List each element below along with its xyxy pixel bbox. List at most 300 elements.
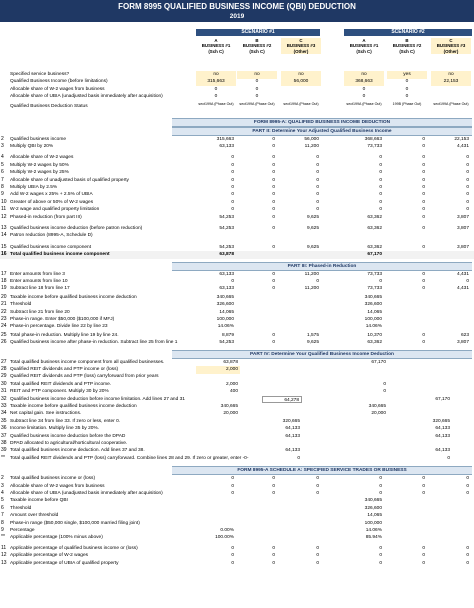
value-cell[interactable]: 0 [422,214,425,220]
value-cell[interactable] [431,93,471,101]
value-cell[interactable] [237,232,277,240]
value-cell[interactable]: 63,362 [367,340,382,346]
value-cell[interactable] [281,534,321,542]
value-cell[interactable]: 63,133 [219,271,234,277]
value-cell[interactable]: 0 [422,144,425,149]
value-cell[interactable]: sect199A (Phase Out) [346,101,382,106]
value-cell[interactable]: 0 [231,177,234,183]
value-cell[interactable]: 14,065 [367,309,382,315]
value-cell[interactable]: 14,065 [219,309,234,315]
value-cell[interactable]: 368,663 [344,78,384,86]
column-header-4 [344,38,384,54]
value-cell[interactable]: 100,000 [364,317,382,322]
value-cell[interactable]: 0 [422,271,425,277]
value-cell[interactable]: 0 [379,192,382,198]
value-cell[interactable]: 4,431 [456,286,469,292]
value-cell[interactable]: 0 [316,155,319,161]
line-number: 30 [1,380,7,387]
row-label: Allocable share of UBIA (unadjusted basis immediately after acquisition) [10,491,163,496]
value-cell[interactable]: 0 [231,553,234,559]
column-letter: B [405,38,409,43]
value-cell[interactable]: 0 [466,177,469,183]
row-label: Phase-in percentage. Divide line 22 by line 23 [10,324,108,330]
value-cell[interactable]: 0 [466,279,469,284]
value-cell[interactable]: 0 [231,476,234,482]
value-cell[interactable]: 0 [214,94,218,100]
value-cell[interactable]: 0 [272,491,275,496]
value-cell[interactable]: 73,733 [367,271,382,277]
value-cell[interactable]: 14.06% [217,324,234,330]
value-cell[interactable]: 0 [316,162,319,168]
value-cell[interactable]: 0 [272,185,275,190]
value-cell[interactable]: 0 [422,491,425,496]
value-cell[interactable]: 0 [316,279,319,284]
value-cell[interactable]: 54,253 [219,226,234,231]
value-cell[interactable] [281,232,321,240]
value-cell[interactable] [431,534,471,542]
value-cell[interactable]: 64,133 [285,448,300,454]
value-cell[interactable]: 0 [422,545,425,551]
value-cell[interactable]: 326,600 [216,302,234,308]
value-cell[interactable]: 0 [272,271,275,277]
value-cell[interactable]: 9,625 [306,244,319,250]
value-cell[interactable] [431,232,471,240]
value-cell[interactable]: 0 [379,545,382,551]
value-cell[interactable]: 0 [379,207,382,213]
value-cell[interactable]: 0 [316,177,319,183]
value-cell[interactable]: 64,133 [435,426,450,432]
value-cell[interactable]: 63,133 [219,144,234,149]
value-cell[interactable]: 0 [255,79,259,85]
line-number: 9 [1,191,4,198]
value-cell[interactable] [431,251,471,259]
value-cell[interactable]: 0 [379,560,382,566]
value-cell[interactable]: 0 [272,560,275,566]
row-label: Patron reduction (8995-A, Schedule D) [10,233,93,239]
row-label: Qualified REIT dividends and PTP (loss) carryforward from prior years [10,374,159,380]
value-cell[interactable]: 0 [231,199,234,205]
value-cell[interactable]: 0 [379,162,382,168]
value-cell[interactable]: 0 [422,476,425,482]
value-cell[interactable]: 14.06% [365,528,382,533]
value-cell[interactable]: 0 [231,560,234,566]
value-cell[interactable]: 0 [231,545,234,551]
value-cell[interactable]: 63,878 [219,252,234,258]
value-cell[interactable] [344,455,388,463]
row-label: Total qualified business income or (loss) [10,476,96,482]
value-cell[interactable]: 3,807 [456,214,469,220]
value-cell[interactable]: 0 [231,155,234,161]
value-cell[interactable]: 0 [316,170,319,176]
value-cell[interactable]: 0 [316,185,319,190]
value-cell[interactable]: 0 [231,279,234,284]
value-cell[interactable]: sect199A (Phase Out) [198,101,234,106]
value-cell[interactable]: 0 [422,199,425,205]
value-cell[interactable]: 100,000 [364,520,382,526]
value-cell[interactable]: 0 [231,491,234,496]
value-cell[interactable]: 0 [272,192,275,198]
value-cell[interactable]: 0 [466,483,469,489]
value-cell[interactable]: 199B (Phase Out) [392,101,422,106]
value-cell[interactable]: 0 [272,332,275,338]
value-cell[interactable]: 0 [231,162,234,168]
line-number: 39 [1,447,7,454]
value-cell[interactable]: 2,000 [225,381,238,387]
line-number: 21 [1,301,7,308]
column-letter: C [449,38,453,43]
value-cell[interactable] [387,251,427,259]
value-cell[interactable]: 0 [379,199,382,205]
value-cell[interactable]: 0 [422,286,425,292]
column-header-1 [196,38,236,54]
value-cell[interactable] [431,323,471,331]
row-label: Allocable share of UBIA (unadjusted basis immediately after acquisition) [10,94,163,100]
value-cell[interactable]: 0 [422,340,425,346]
column-sub: (Sch C) [249,48,265,54]
value-cell[interactable]: 0 [422,207,425,213]
value-cell[interactable]: 0 [362,94,366,100]
value-cell[interactable]: 8,879 [221,332,234,338]
line-number: 15 [1,243,7,250]
value-cell[interactable]: 0 [422,279,425,284]
value-cell[interactable]: 0 [272,136,275,142]
value-cell[interactable]: 0 [466,560,469,566]
value-cell[interactable]: 9,625 [306,226,319,231]
form-8995a-header: FORM 8995-A: QUALIFIED BUSINESS INCOME DEDUCTION [172,118,472,127]
value-cell[interactable]: 320,665 [282,418,300,424]
value-cell[interactable]: 340,665 [364,294,382,300]
value-cell[interactable]: 0 [362,86,366,92]
value-cell[interactable]: 0 [379,279,382,284]
value-cell[interactable]: 56,000 [281,78,321,86]
value-cell[interactable]: 73,733 [367,286,382,292]
value-cell[interactable]: 11,200 [304,286,319,292]
value-cell[interactable]: 0 [466,155,469,161]
value-cell[interactable]: 0 [231,207,234,213]
row-label: Qualified business income deduction before income limitation. Add lines 27 and 31 [10,396,185,402]
value-cell[interactable]: 63,878 [223,359,238,365]
value-cell[interactable]: 0 [466,162,469,168]
value-cell[interactable]: 64,133 [435,433,450,439]
line-number: 11 [1,206,7,213]
value-cell[interactable]: 0 [379,155,382,161]
value-cell[interactable]: no [196,71,236,79]
row-label: Specified service business? [10,72,70,77]
value-cell[interactable]: 0 [316,192,319,198]
value-cell[interactable]: no [431,71,471,79]
part2-row [0,232,474,240]
title-banner [0,0,474,22]
value-cell[interactable]: 0 [422,332,425,338]
value-cell[interactable]: 0 [466,207,469,213]
value-cell[interactable]: 0 [316,545,319,551]
value-cell[interactable] [237,251,277,259]
value-cell[interactable]: 340,665 [368,404,386,409]
value-cell[interactable]: 0 [466,192,469,198]
value-cell[interactable]: 0 [422,170,425,176]
value-cell[interactable]: 22,153 [431,78,471,86]
value-cell[interactable]: 67,170 [435,396,450,402]
row-label: Qualified REIT dividends and PTP income or (loss) [10,367,119,372]
value-cell[interactable]: sect199A (Phase Out) [433,101,469,106]
value-cell[interactable]: 0 [447,455,450,461]
value-cell[interactable]: 0 [272,214,275,220]
row-label: Qualified business income deduction before the DPAD [10,433,126,439]
value-cell[interactable]: 368,663 [364,136,382,142]
value-cell[interactable]: 326,600 [364,302,382,308]
value-cell[interactable]: 0 [422,185,425,190]
value-cell[interactable]: 14,065 [367,513,382,519]
line-number: 26 [1,339,7,346]
value-cell[interactable]: 0 [466,185,469,190]
value-cell[interactable]: 0 [405,86,409,92]
row-label: Applicable percentage of qualified business income or (loss) [10,545,138,551]
value-cell[interactable]: 0 [466,491,469,496]
value-cell[interactable]: 54,253 [219,214,234,220]
value-cell[interactable]: 0 [422,226,425,231]
value-cell[interactable]: 0 [272,177,275,183]
value-cell[interactable]: 0 [272,144,275,149]
value-cell[interactable]: 0 [297,455,300,461]
column-name: BUSINESS #2 [242,43,272,49]
value-cell[interactable]: yes [387,71,427,79]
value-cell[interactable]: 3,807 [456,226,469,231]
value-cell[interactable]: 0 [422,483,425,489]
value-cell[interactable]: 0 [255,94,259,100]
value-cell[interactable]: 0 [272,553,275,559]
line-number: 25 [1,331,7,338]
line-number: 11 [1,544,7,551]
row-label: Allocable share of W-2 wages from business [10,86,105,92]
value-cell[interactable]: 0 [272,155,275,161]
column-name: BUSINESS #2 [392,43,422,49]
value-cell[interactable]: 0 [231,185,234,190]
line-number: 19 [1,285,7,292]
value-cell[interactable]: 63,362 [367,214,382,220]
value-cell[interactable] [237,323,277,331]
value-cell[interactable]: 326,600 [364,505,382,511]
value-cell[interactable] [387,232,427,240]
value-cell[interactable]: 0 [422,553,425,559]
value-cell[interactable]: 0 [422,244,425,250]
value-cell[interactable]: 67,170 [371,359,386,365]
value-cell[interactable]: 0 [272,476,275,482]
value-cell[interactable]: 623 [460,332,469,338]
value-cell[interactable]: 0 [316,491,319,496]
value-cell[interactable]: 0 [422,560,425,566]
column-header-6 [431,38,471,54]
value-cell[interactable]: 0 [379,177,382,183]
value-cell[interactable]: 63,133 [219,286,234,292]
value-cell[interactable]: 0 [316,207,319,213]
line-number: 5 [1,497,4,504]
value-cell[interactable]: 0 [231,170,234,176]
value-cell[interactable]: 0 [255,86,259,92]
form-year: 2019 [229,13,245,20]
value-cell[interactable]: 0 [383,389,386,395]
value-cell[interactable] [387,534,427,542]
value-cell[interactable]: 85.94% [365,535,382,541]
value-cell[interactable]: 0 [231,483,234,489]
value-cell[interactable]: 0 [272,170,275,176]
value-cell[interactable]: 3,807 [456,340,469,346]
value-cell[interactable]: 63,362 [367,226,382,231]
value-cell[interactable]: 340,665 [216,294,234,300]
value-cell[interactable]: 400 [229,389,238,395]
row-label: Allocable share of W-2 wages from business [10,483,105,489]
value-cell[interactable]: 0 [405,94,409,100]
value-cell[interactable] [281,93,321,101]
value-cell[interactable]: 73,733 [367,144,382,149]
value-cell[interactable]: 315,663 [216,136,234,142]
row-label: Enter amounts from line 3 [10,271,65,277]
line-number: 18 [1,278,7,284]
value-cell[interactable]: 56,000 [304,136,319,142]
value-cell[interactable]: 0.00% [220,528,234,533]
part3-row [0,285,474,293]
row-label: Qualified Business Income (before limitations) [10,79,108,85]
value-cell[interactable]: 0 [316,553,319,559]
value-cell[interactable]: 0 [466,170,469,176]
line-number: ** [1,454,5,461]
value-cell[interactable]: 3,807 [456,244,469,250]
line-number: 16 [1,251,7,258]
value-cell[interactable]: 100,000 [216,317,234,322]
value-cell[interactable]: no [344,71,384,79]
value-cell[interactable]: 14.06% [365,324,382,330]
value-cell[interactable]: 10,370 [367,332,382,338]
value-cell[interactable]: sect199A (Phase Out) [283,101,319,106]
value-cell[interactable]: no [281,71,321,79]
value-cell[interactable]: 0 [422,155,425,161]
value-cell[interactable]: 0 [272,279,275,284]
line-number: 20 [1,293,7,300]
row-label: Applicable percentage of UBIA of qualified property [10,560,119,566]
value-cell[interactable]: 0 [422,136,425,142]
line-number: 38 [1,440,7,446]
value-cell[interactable]: 0 [272,340,275,346]
value-cell[interactable]: 63,362 [367,244,382,250]
value-cell[interactable]: 11,200 [304,271,319,277]
value-cell[interactable]: 0 [379,553,382,559]
value-cell[interactable]: 320,665 [432,418,450,424]
value-cell[interactable]: 0 [231,192,234,198]
value-cell[interactable]: 0 [272,199,275,205]
value-cell[interactable]: 2,000 [196,366,240,374]
value-cell[interactable]: 0 [272,286,275,292]
value-cell[interactable]: no [237,71,277,79]
value-cell[interactable]: 64,133 [285,433,300,439]
value-cell[interactable]: 54,253 [219,244,234,250]
value-cell[interactable]: 0 [379,483,382,489]
value-cell[interactable] [281,251,321,259]
line-number: 6 [1,169,4,176]
value-cell[interactable]: sect199A (Phase Out) [239,101,275,106]
value-cell[interactable]: 0 [316,483,319,489]
value-cell[interactable]: 54,253 [219,340,234,346]
value-cell[interactable]: 0 [379,185,382,190]
value-cell[interactable]: 0 [422,177,425,183]
column-header-3 [281,38,321,54]
value-cell[interactable]: 0 [272,162,275,168]
value-cell[interactable]: 0 [272,545,275,551]
value-cell[interactable] [196,232,236,240]
value-cell[interactable]: 0 [466,553,469,559]
value-cell[interactable]: 340,665 [364,498,382,504]
value-cell[interactable] [387,323,427,331]
row-label: Add W-2 wages x 25% + 2.5% of UBIA [10,192,93,198]
value-cell[interactable]: 0 [316,199,319,205]
value-cell[interactable]: 315,663 [196,78,236,86]
value-cell[interactable]: 4,431 [456,271,469,277]
schedule-a-row [0,560,474,568]
value-cell[interactable] [196,455,240,463]
value-cell[interactable]: 64,133 [435,448,450,454]
column-letter: B [255,38,259,43]
value-cell[interactable]: 100.00% [215,535,234,541]
value-cell[interactable]: 22,153 [454,136,469,142]
value-cell[interactable]: 0 [466,476,469,482]
part2-row [0,214,474,222]
value-cell[interactable] [344,232,384,240]
value-cell[interactable]: 0 [379,170,382,176]
value-cell[interactable]: 0 [422,162,425,168]
value-cell[interactable]: 0 [379,491,382,496]
value-cell[interactable]: 340,665 [220,404,238,409]
row-label: Phased-in reduction (from part III) [10,214,82,220]
value-cell[interactable]: 0 [466,199,469,205]
row-label: Subtract line 34 from line 33. If zero or less, enter 0. [10,418,121,424]
line-number: 9 [1,527,4,533]
value-cell[interactable]: 0 [466,545,469,551]
value-cell[interactable]: 0 [214,86,218,92]
line-number: 3 [1,482,4,489]
value-cell[interactable]: 0 [272,226,275,231]
part3-row [0,323,474,331]
value-cell[interactable]: 0 [272,207,275,213]
value-cell[interactable]: 0 [383,381,386,387]
value-cell[interactable]: 9,625 [306,214,319,220]
line-number: 4 [1,154,4,161]
value-cell[interactable]: 1,575 [306,332,319,338]
value-cell[interactable]: 9,625 [306,340,319,346]
value-cell[interactable]: 0 [422,192,425,198]
row-label: Taxable income before QBI [10,498,68,504]
column-name: BUSINESS #3 [436,43,466,49]
value-cell[interactable]: 0 [379,476,382,482]
row-label: Applicable percentage (100% minus above) [10,535,103,541]
value-cell[interactable]: 20,000 [371,411,386,417]
value-cell[interactable]: 0 [316,476,319,482]
value-cell[interactable]: 0 [405,79,409,85]
row-label: Subtract line 18 from line 17 [10,286,70,292]
line-number: 5 [1,161,4,168]
value-cell[interactable]: 0 [272,483,275,489]
value-cell[interactable]: 64,133 [285,426,300,432]
value-cell[interactable]: 4,431 [456,144,469,149]
value-cell[interactable]: 0 [316,560,319,566]
part2-row [0,251,474,259]
value-cell[interactable]: 0 [272,244,275,250]
value-cell[interactable] [281,323,321,331]
value-cell[interactable]: 11,200 [304,144,319,149]
value-cell[interactable]: 20,000 [223,411,238,417]
value-cell[interactable] [237,534,277,542]
row-label: Total phase-in reduction. Multiply line 19 by line 24. [10,332,119,338]
value-cell[interactable]: 67,170 [367,252,382,258]
value-cell[interactable]: 64,278 [262,396,302,404]
row-label: Amount over threshold [10,513,59,519]
